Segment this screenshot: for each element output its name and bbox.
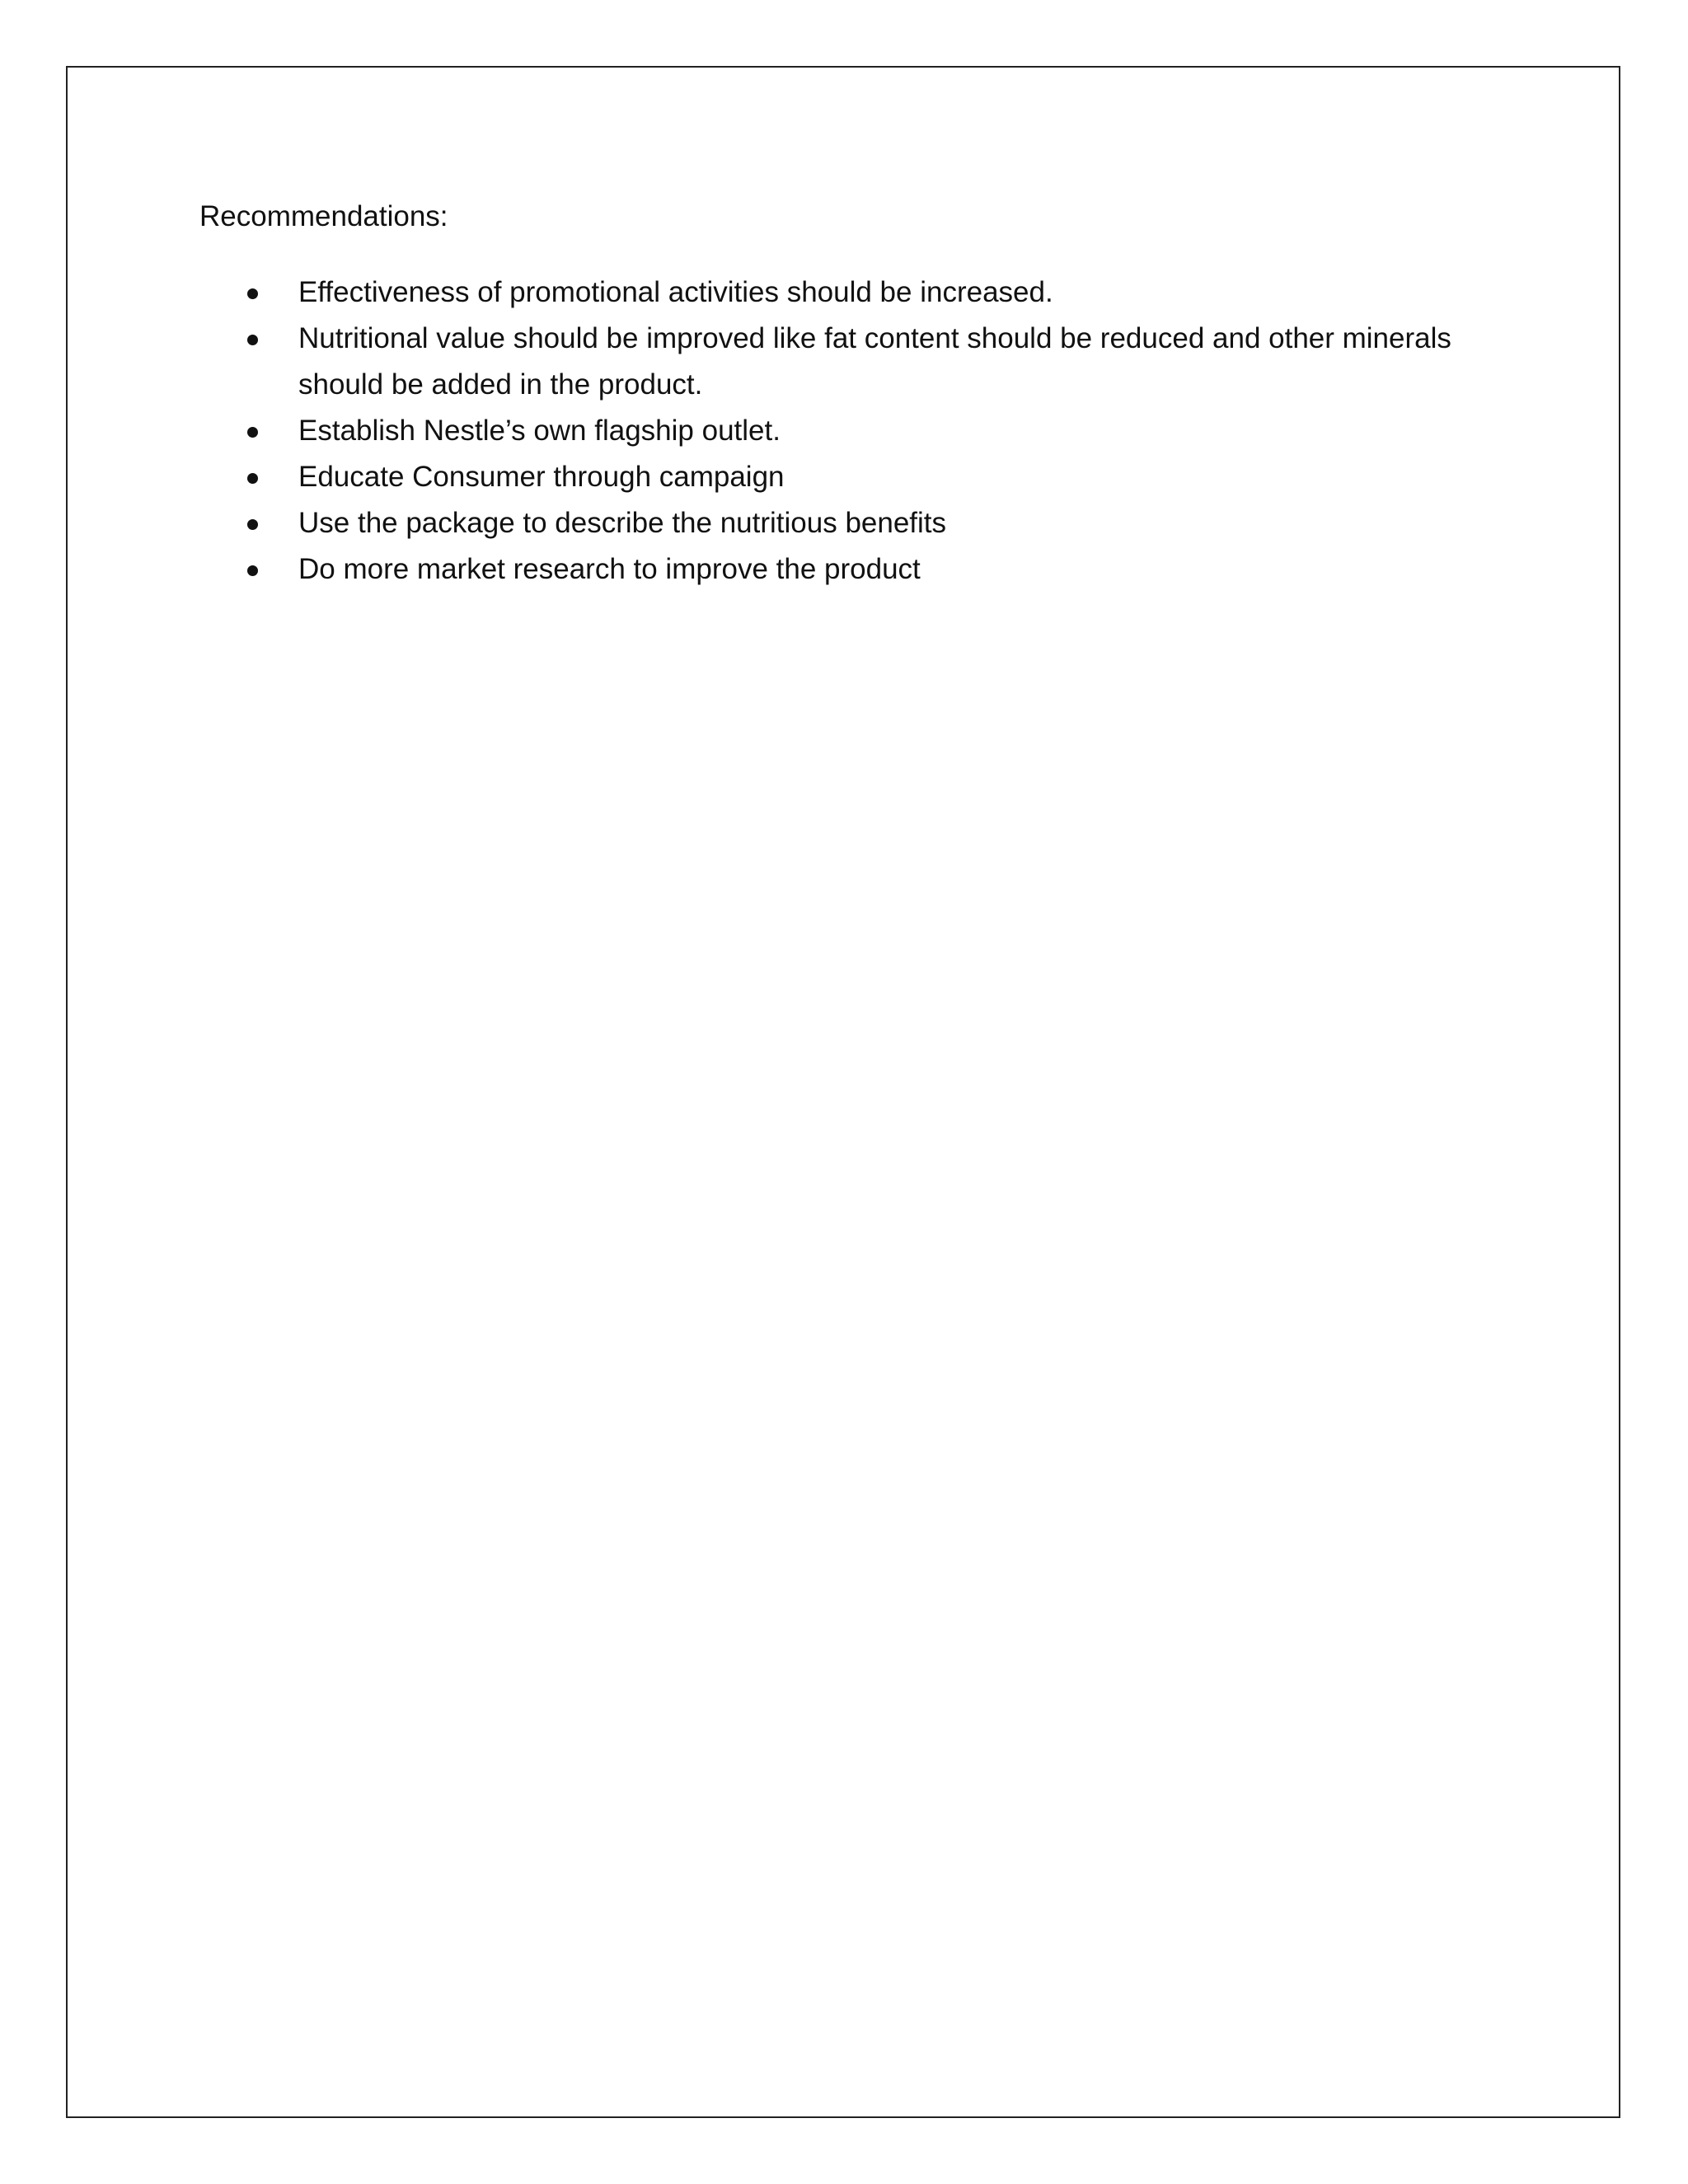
list-item-text: Establish Nestle’s own flagship outlet. bbox=[298, 415, 781, 447]
bullet-icon bbox=[247, 427, 258, 438]
bullet-icon bbox=[247, 519, 258, 530]
list-item bbox=[247, 546, 1533, 593]
recommendations-list bbox=[247, 269, 1533, 593]
bullet-icon bbox=[247, 473, 258, 484]
list-item-text: Effectiveness of promotional activities should be increased. bbox=[298, 276, 1053, 308]
section-heading: Recommendations: bbox=[199, 200, 448, 232]
list-item bbox=[247, 316, 1533, 408]
bullet-icon bbox=[247, 288, 258, 299]
list-item bbox=[247, 500, 1533, 546]
list-item bbox=[247, 454, 1533, 500]
list-item-text: Nutritional value should be improved like fat content should be reduced and other minerals should be added in the product. bbox=[298, 322, 1451, 401]
list-item bbox=[247, 269, 1533, 316]
list-item bbox=[247, 408, 1533, 454]
list-item-text: Educate Consumer through campaign bbox=[298, 461, 785, 493]
bullet-icon bbox=[247, 565, 258, 576]
list-item-text: Do more market research to improve the product bbox=[298, 553, 921, 585]
bullet-icon bbox=[247, 335, 258, 345]
list-item-text: Use the package to describe the nutritious benefits bbox=[298, 507, 947, 539]
